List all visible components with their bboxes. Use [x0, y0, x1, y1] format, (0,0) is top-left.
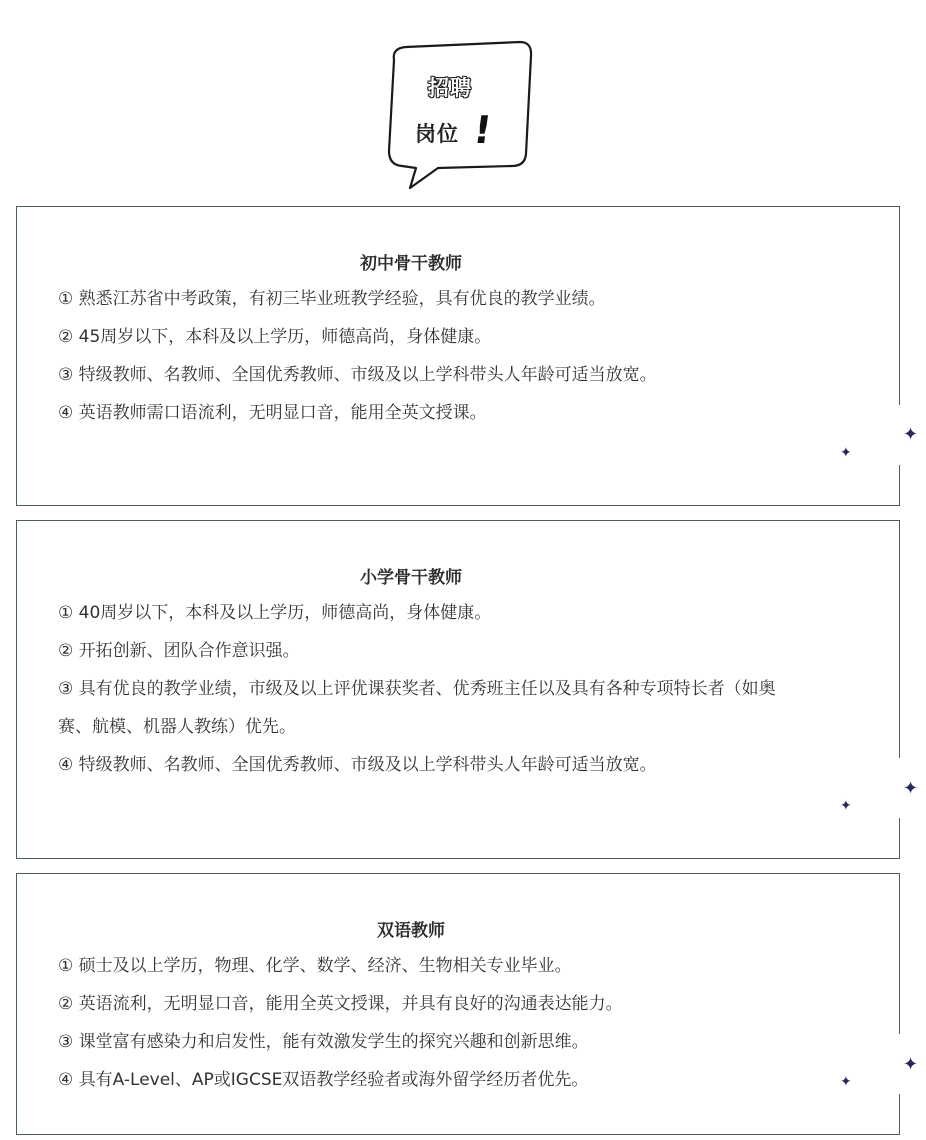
list-item: ① 硕士及以上学历，物理、化学、数学、经济、生物相关专业毕业。 — [58, 956, 572, 976]
list-item: ② 英语流利，无明显口音，能用全英文授课，并具有良好的沟通表达能力。 — [58, 994, 623, 1014]
speech-bubble-heading — [380, 38, 540, 196]
speech-bubble-icon — [380, 38, 540, 196]
section-card-primary — [16, 520, 900, 859]
list-item: ③ 特级教师、名教师、全国优秀教师、市级及以上学科带头人年龄可适当放宽。 — [58, 365, 657, 385]
list-item: ④ 具有A-Level、AP或IGCSE双语教学经验者或海外留学经历者优先。 — [58, 1070, 589, 1090]
heading-line2: 岗位 — [415, 122, 459, 146]
sparkle-icon: ✦ — [903, 778, 919, 799]
sparkle-icon: ✦ — [903, 424, 919, 445]
sparkle-icon: ✦ — [903, 1054, 919, 1075]
list-item: ① 40周岁以下，本科及以上学历，师德高尚，身体健康。 — [58, 603, 492, 623]
section-card-bilingual — [16, 873, 900, 1135]
sparkle-icon: ✦ — [840, 445, 852, 461]
exclamation-mark: ! — [470, 108, 495, 152]
list-item: ④ 特级教师、名教师、全国优秀教师、市级及以上学科带头人年龄可适当放宽。 — [58, 755, 657, 775]
section-card-junior — [16, 206, 900, 506]
requirement-list — [58, 280, 778, 432]
section-title: 双语教师 — [377, 921, 445, 941]
list-item: ② 45周岁以下，本科及以上学历，师德高尚，身体健康。 — [58, 327, 492, 347]
section-title: 初中骨干教师 — [360, 254, 462, 274]
list-item: ③ 具有优良的教学业绩，市级及以上评优课获奖者、优秀班主任以及具有各种专项特长者（如奥赛、航模、机器人教练）优先。 — [58, 679, 776, 737]
requirement-list — [58, 594, 778, 784]
heading-line1: 招聘 — [428, 76, 472, 100]
list-item: ① 熟悉江苏省中考政策，有初三毕业班教学经验，具有优良的教学业绩。 — [58, 289, 606, 309]
section-title: 小学骨干教师 — [360, 568, 462, 588]
sparkle-icon: ✦ — [840, 798, 852, 814]
list-item: ③ 课堂富有感染力和启发性，能有效激发学生的探究兴趣和创新思维。 — [58, 1032, 589, 1052]
sparkle-icon: ✦ — [840, 1074, 852, 1090]
requirement-list — [58, 947, 778, 1099]
list-item: ④ 英语教师需口语流利，无明显口音，能用全英文授课。 — [58, 403, 487, 423]
list-item: ② 开拓创新、团队合作意识强。 — [58, 641, 300, 661]
